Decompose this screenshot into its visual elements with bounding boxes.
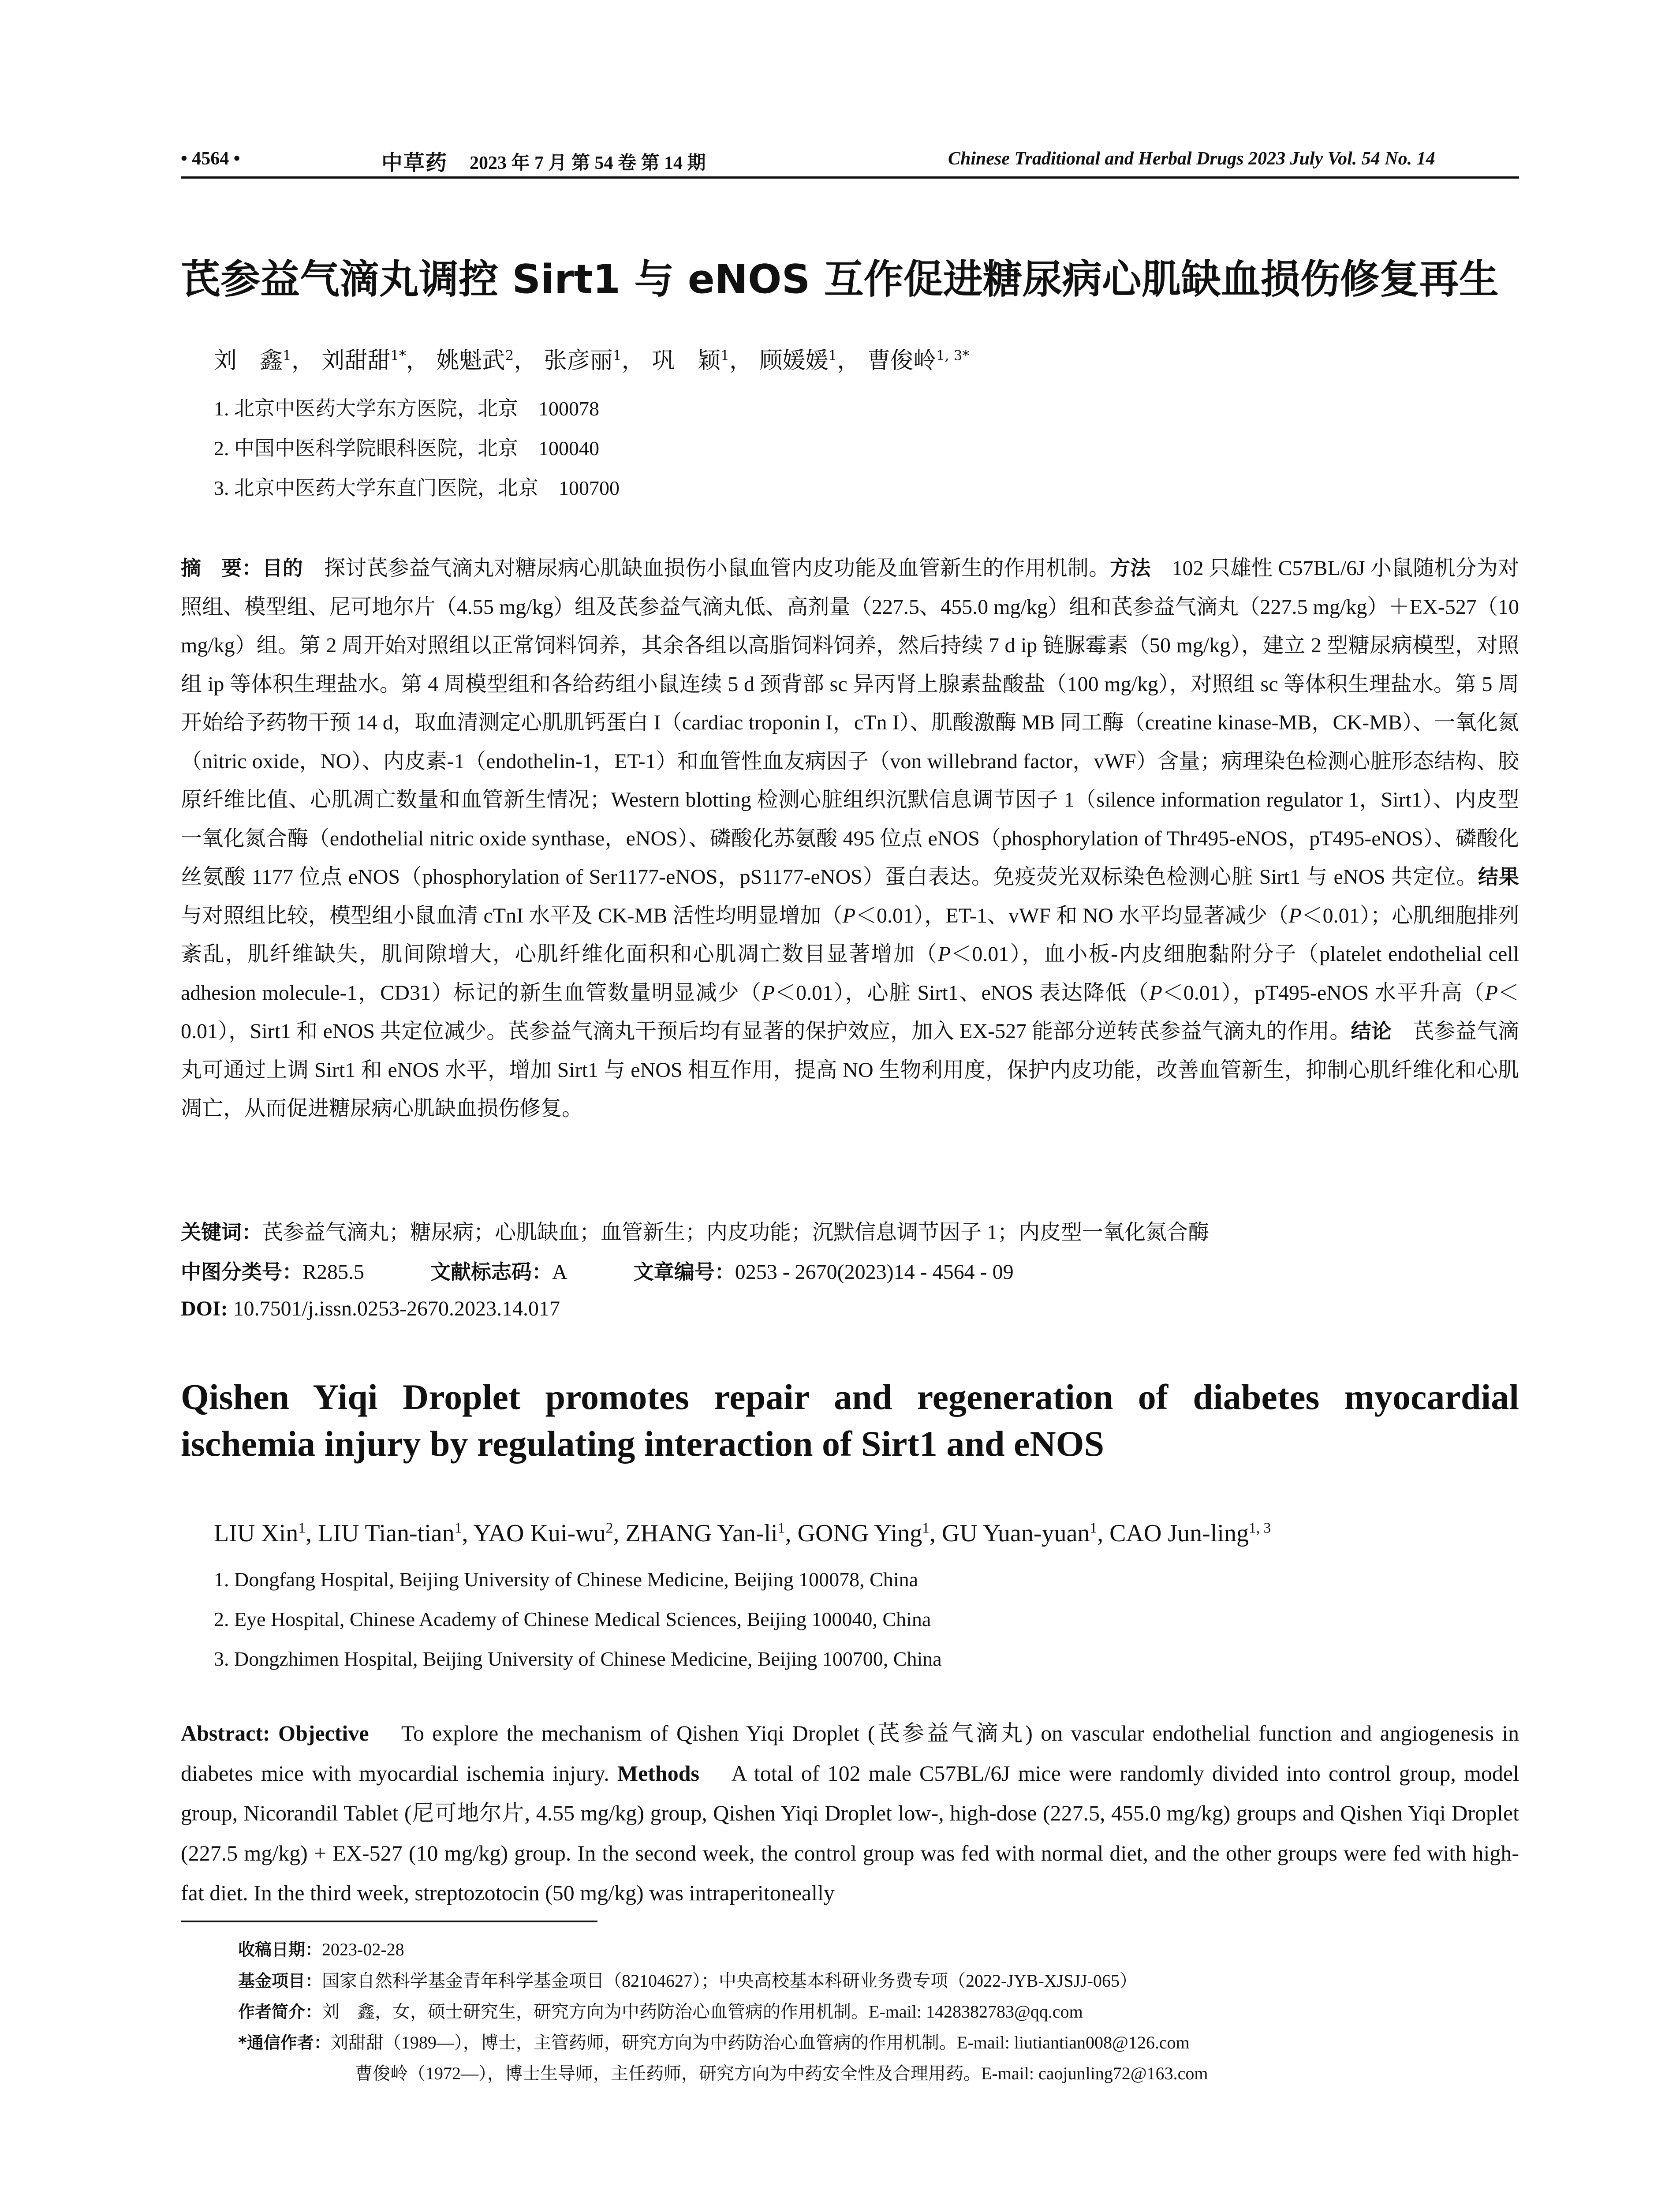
author-name: LIU Tian-tian bbox=[318, 1520, 455, 1547]
author-affiliation-mark: 1 bbox=[283, 348, 291, 364]
author-affiliation-mark: 2 bbox=[505, 348, 514, 364]
author-affiliation-mark: 1 bbox=[612, 348, 622, 364]
keywords-label: 关键词： bbox=[181, 1220, 262, 1244]
page-number: • 4564 • bbox=[181, 149, 240, 169]
issue-info-cn: 2023 年 7 月 第 54 卷 第 14 期 bbox=[470, 153, 706, 173]
footnote-corresponding-2 bbox=[355, 2059, 1208, 2085]
fund-label: 基金项目： bbox=[238, 1971, 322, 1991]
footnote-divider bbox=[181, 1921, 597, 1922]
author-name: LIU Xin bbox=[214, 1520, 299, 1547]
author-affiliation-mark: 1* bbox=[390, 348, 406, 364]
fund-text: 国家自然科学基金青年科学基金项目（82104627）；中央高校基本科研业务费专项（2022-JYB-XJSJJ-065） bbox=[322, 1971, 1137, 1991]
author-bio-label: 作者简介： bbox=[238, 2002, 322, 2022]
author-list-cn: 刘 鑫$^1$， 刘甜甜$^{1*}$， 姚魁武$^2$， 张彦丽$^1$， 巩 颖$^1$， 顾媛媛$^1$， 曹俊岭$^{1, 3*}$ bbox=[214, 348, 970, 374]
abstract-cn bbox=[181, 549, 1519, 1128]
keywords-line bbox=[181, 1215, 1209, 1245]
objective-label: 目的 bbox=[262, 556, 303, 580]
author-affiliation-mark: 1, 3* bbox=[936, 348, 970, 364]
article-number-value: 0253 - 2670(2023)14 - 4564 - 09 bbox=[735, 1260, 1014, 1284]
author-affiliation-mark: 1 bbox=[721, 348, 730, 364]
affiliation-en: 1. Dongfang Hospital, Beijing University of Chinese Medicine, Beijing 100078, China bbox=[214, 1568, 918, 1591]
results-text: ＜0.01），血小板-内皮细胞黏附分子（platelet endothelial cell adhesion molecule-1，CD31）标记的新生血管数量明显减少（ bbox=[181, 942, 1519, 1005]
article-number-label: 文章编号： bbox=[633, 1260, 735, 1284]
author-name: 姚魁武 bbox=[436, 348, 505, 374]
author-name: 刘 鑫 bbox=[214, 348, 283, 374]
clc-value: R285.5 bbox=[302, 1260, 365, 1284]
results-text: ＜0.01），ET-1、vWF 和 NO 水平均显著减少（ bbox=[855, 904, 1289, 927]
results-text: ＜0.01），Sirt1 和 eNOS 共定位减少。芪参益气滴丸干预后均有显著的保护效应，加入 EX-527 能部分逆转芪参益气滴丸的作用。 bbox=[181, 981, 1519, 1043]
corresponding-author-2: 曹俊岭（1972—），博士生导师，主任药师，研究方向为中药安全性及合理用药。E-mail: caojunling72@163.com bbox=[355, 2063, 1208, 2083]
keywords-text: 芪参益气滴丸；糖尿病；心肌缺血；血管新生；内皮功能；沉默信息调节因子 1；内皮型一氧化氮合酶 bbox=[262, 1221, 1210, 1244]
footnote-fund bbox=[238, 1967, 1137, 1992]
methods-label-en: Methods bbox=[617, 1760, 699, 1786]
footnote-author-bio bbox=[238, 1998, 1083, 2023]
author-name: 曹俊岭 bbox=[867, 348, 936, 374]
objective-text-en: To explore the mechanism of Qishen Yiqi Droplet (芪参益气滴丸) on vascular endothelial function and angiogenesis in diabetes mice with myocardial ischemia injury. bbox=[181, 1721, 1519, 1786]
journal-name-cn: 中草药 bbox=[381, 151, 448, 175]
conclusion-text: 芪参益气滴丸可通过上调 Sirt1 和 eNOS 水平，增加 Sirt1 与 eNOS 相互作用，提高 NO 生物利用度，保护内皮功能，改善血管新生，抑制心肌纤维化和心肌凋亡，从而促进糖尿病心肌缺血损伤修复。 bbox=[181, 1020, 1519, 1120]
abstract-label: 摘 要： bbox=[181, 556, 262, 580]
author-affiliation-mark: 1 bbox=[828, 348, 837, 364]
methods-text: 102 只雄性 C57BL/6J 小鼠随机分为对照组、模型组、尼可地尔片（4.55 mg/kg）组及芪参益气滴丸低、高剂量（227.5、455.0 mg/kg）组和芪参益气滴丸（227.5 mg/kg）＋EX-527（10 mg/kg）组。第 2 周开始对照组以正常饲料饲养，其余各组以高脂饲料饲养，然后持续 7 d ip 链脲霉素（50 mg/kg），建立 2 型糖尿病模型，对照组 ip 等体积生理盐水。第 4 周模型组和各给药组小鼠连续 5 d 颈背部 sc 异丙肾上腺素盐酸盐（100 mg/kg），对照组 sc 等体积生理盐水。第 5 周开始给予药物干预 14 d，取血清测定心肌肌钙蛋白 I（cardiac troponin I，cTn I）、肌酸激酶 MB 同工酶（creatine kinase-MB，CK-MB）、一氧化氮（nitric oxide，NO）、内皮素-1（endothelin-1，ET-1）和血管性血友病因子（von willebrand factor，vWF）含量；病理染色检测心脏形态结构、胶原纤维比值、心肌凋亡数量和血管新生情况；Western blotting 检测心脏组织沉默信息调节因子 1（silence information regulator 1，Sirt1）、内皮型一氧化氮合酶（endothelial nitric oxide synthase，eNOS）、磷酸化苏氨酸 495 位点 eNOS（phosphorylation of Thr495-eNOS，pT495-eNOS）、磷酸化丝氨酸 1177 位点 eNOS（phosphorylation of Ser1177-eNOS，pS1177-eNOS）蛋白表达。免疫荧光双标染色检测心脏 Sirt1 与 eNOS 共定位。 bbox=[181, 557, 1519, 889]
author-name: CAO Jun-ling bbox=[1109, 1520, 1249, 1547]
author-affiliation-mark: 2 bbox=[605, 1520, 613, 1536]
author-name: GU Yuan-yuan bbox=[941, 1520, 1090, 1547]
author-affiliation-mark: 1 bbox=[298, 1520, 306, 1536]
p-value-symbol: P bbox=[762, 981, 775, 1005]
conclusion-label: 结论 bbox=[1351, 1019, 1392, 1043]
article-title-cn: 芪参益气滴丸调控 Sirt1 与 eNOS 互作促进糖尿病心肌缺血损伤修复再生 bbox=[181, 256, 1499, 303]
footnote-received bbox=[238, 1936, 404, 1960]
author-bio-text: 刘 鑫，女，硕士研究生，研究方向为中药防治心血管病的作用机制。E-mail: 1428382783@qq.com bbox=[322, 2002, 1083, 2022]
author-affiliation-mark: 1 bbox=[454, 1520, 462, 1536]
affiliation-en: 2. Eye Hospital, Chinese Academy of Chinese Medical Sciences, Beijing 100040, China bbox=[214, 1608, 931, 1630]
results-text: ＜0.01），pT495-eNOS 水平升高（ bbox=[1162, 981, 1485, 1005]
affiliation-cn: 1. 北京中医药大学东方医院，北京 100078 bbox=[214, 397, 599, 420]
author-affiliation-mark: 1 bbox=[922, 1520, 930, 1536]
corresponding-author-1: 刘甜甜（1989—），博士，主管药师，研究方向为中药防治心血管病的作用机制。E-mail: liutiantian008@126.com bbox=[330, 2033, 1190, 2052]
clc-label: 中图分类号： bbox=[181, 1260, 302, 1284]
affiliation-en: 3. Dongzhimen Hospital, Beijing University of Chinese Medicine, Beijing 100700, China bbox=[214, 1648, 942, 1670]
author-name: 刘甜甜 bbox=[321, 348, 391, 374]
running-header bbox=[181, 145, 1519, 179]
corresponding-label: *通信作者： bbox=[238, 2033, 331, 2052]
classification-line bbox=[181, 1256, 1014, 1285]
author-name: YAO Kui-wu bbox=[473, 1520, 606, 1547]
received-date: 2023-02-28 bbox=[322, 1940, 404, 1959]
p-value-symbol: P bbox=[842, 904, 856, 927]
objective-text: 探讨芪参益气滴丸对糖尿病心肌缺血损伤小鼠血管内皮功能及血管新生的作用机制。 bbox=[324, 557, 1110, 580]
author-name: 巩 颖 bbox=[652, 348, 721, 374]
abstract-en bbox=[181, 1713, 1519, 1913]
p-value-symbol: P bbox=[1288, 904, 1302, 927]
author-name: 顾媛媛 bbox=[759, 348, 829, 374]
p-value-symbol: P bbox=[1485, 981, 1498, 1005]
doi-value[interactable]: 10.7501/j.issn.0253-2670.2023.14.017 bbox=[233, 1297, 560, 1320]
author-affiliation-mark: 1 bbox=[1090, 1520, 1098, 1536]
doc-code-label: 文献标志码： bbox=[430, 1260, 553, 1284]
author-affiliation-mark: 1, 3 bbox=[1248, 1520, 1271, 1536]
results-text: 与对照组比较，模型组小鼠血清 cTnI 水平及 CK-MB 活性均明显增加（ bbox=[181, 904, 843, 927]
received-label: 收稿日期： bbox=[238, 1940, 322, 1959]
methods-text-en: A total of 102 male C57BL/6J mice were randomly divided into control group, model group, Nicorandil Tablet (尼可地尔片, 4.55 mg/kg) group, Qishen Yiqi Droplet low-, high-dose (227.5, 455.0 mg/kg) groups and Qishen Yiqi Droplet (227.5 mg/kg) + EX-527 (10 mg/kg) group. In the second week, the control group was fed with normal diet, and the other groups were fed with high-fat diet. In the third week, streptozotocin (50 mg/kg) was intraperitoneally bbox=[181, 1760, 1519, 1905]
results-label: 结果 bbox=[1478, 865, 1519, 889]
p-value-symbol: P bbox=[1149, 981, 1162, 1005]
methods-label: 方法 bbox=[1110, 556, 1151, 580]
affiliation-cn: 3. 北京中医药大学东直门医院，北京 100700 bbox=[214, 477, 620, 499]
issue-info-en: Chinese Traditional and Herbal Drugs 2023 July Vol. 54 No. 14 bbox=[948, 149, 1435, 169]
abstract-en-label: Abstract: Objective bbox=[181, 1721, 369, 1745]
doi-line bbox=[181, 1297, 560, 1321]
affiliation-cn: 2. 中国中医科学院眼科医院，北京 100040 bbox=[214, 437, 599, 460]
author-affiliation-mark: 1 bbox=[777, 1520, 785, 1536]
doi-label: DOI: bbox=[181, 1297, 228, 1320]
doc-code-value: A bbox=[552, 1260, 567, 1284]
results-text: ＜0.01），心脏 Sirt1、eNOS 表达降低（ bbox=[774, 981, 1150, 1005]
author-name: 张彦丽 bbox=[544, 348, 613, 374]
author-name: ZHANG Yan-li bbox=[625, 1520, 778, 1547]
p-value-symbol: P bbox=[937, 942, 951, 966]
footnote-corresponding bbox=[238, 2029, 1190, 2054]
results-text: ＜0.01）；心肌细胞排列紊乱，肌纤维缺失，肌间隙增大，心肌纤维化面积和心肌凋亡数目显著增加（ bbox=[181, 904, 1519, 966]
article-title-en: Qishen Yiqi Droplet promotes repair and regeneration of diabetes myocardial ischemia injury by regulating interaction of Sirt1 and eNOS bbox=[181, 1377, 1519, 1464]
author-list-en: LIU Xin$^1$, LIU Tian-tian$^1$, YAO Kui-$wu^2$, ZHANG Yan-$li^1$, GONG Ying$^1$, GU Yuan-yuan$^1$, CAO Jun-ling$^{1, 3}$ bbox=[214, 1520, 1271, 1547]
author-name: GONG Ying bbox=[797, 1520, 922, 1547]
